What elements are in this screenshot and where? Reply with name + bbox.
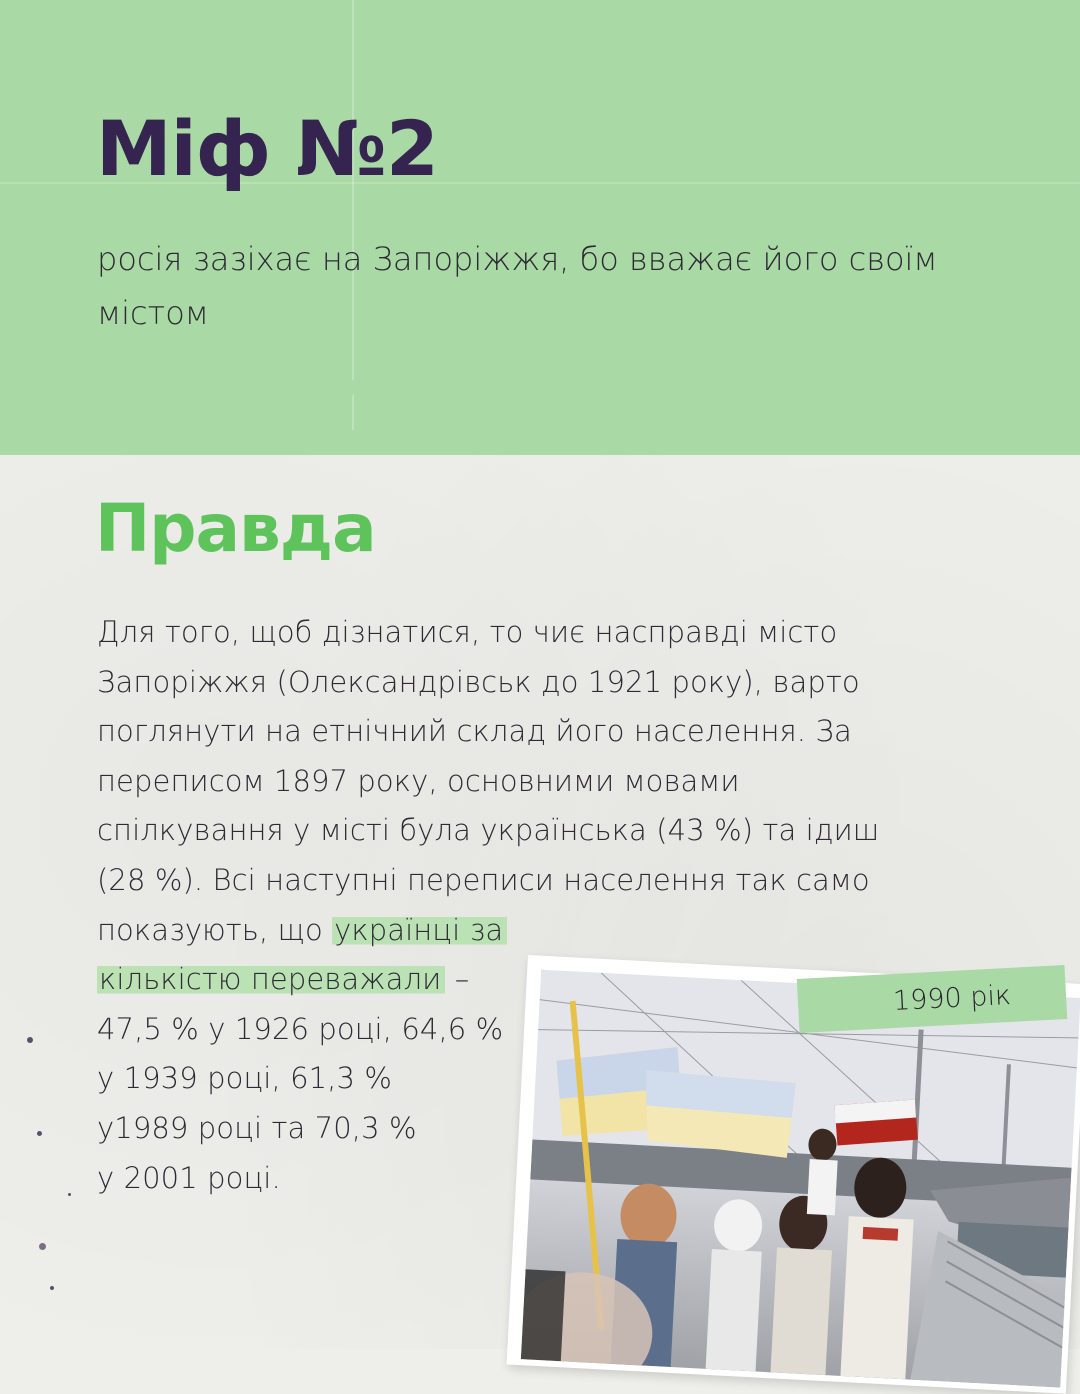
body-line: спілкування у місті була українська (43 %) та ідиш <box>97 813 880 848</box>
body-line: (28 %). Всі наступні переписи населення так само <box>97 862 870 897</box>
body-line: у1989 році та 70,3 % <box>97 1110 417 1145</box>
paper-fold-vertical <box>352 0 354 430</box>
body-text-fragment: – <box>445 962 470 997</box>
body-line: Для того, щоб дізнатися, то чиє насправді місто <box>97 615 838 649</box>
body-line <box>97 906 997 956</box>
zigzag-edge <box>0 380 1080 460</box>
ink-splatter <box>27 1037 33 1043</box>
myth-text: росія зазіхає на Запоріжжя, бо вважає його своїм містом <box>97 240 938 332</box>
highlighted-text: кількістю переважали <box>97 962 445 996</box>
body-line: переписом 1897 року, основними мовами <box>97 763 740 798</box>
highlighted-text: українці за <box>332 913 507 947</box>
ink-splatter <box>68 1193 71 1196</box>
body-line: 47,5 % у 1926 році, 64,6 % <box>97 1011 504 1046</box>
ink-splatter <box>50 1286 54 1290</box>
photo-caption: 1990 рік <box>892 979 1012 1017</box>
truth-title: Правда <box>95 490 376 567</box>
ink-splatter <box>37 1131 42 1136</box>
body-line: у 1939 році, 61,3 % <box>97 1061 393 1096</box>
myth-title: Міф №2 <box>96 104 438 193</box>
body-text-fragment: показують, що <box>97 912 333 947</box>
body-line: у 2001 році. <box>97 1160 281 1195</box>
body-line: поглянути на етнічний склад його населення. За <box>97 714 852 749</box>
body-line: Запоріжжя (Олександрівськ до 1921 року), варто <box>97 664 860 699</box>
ink-splatter <box>39 1243 46 1250</box>
